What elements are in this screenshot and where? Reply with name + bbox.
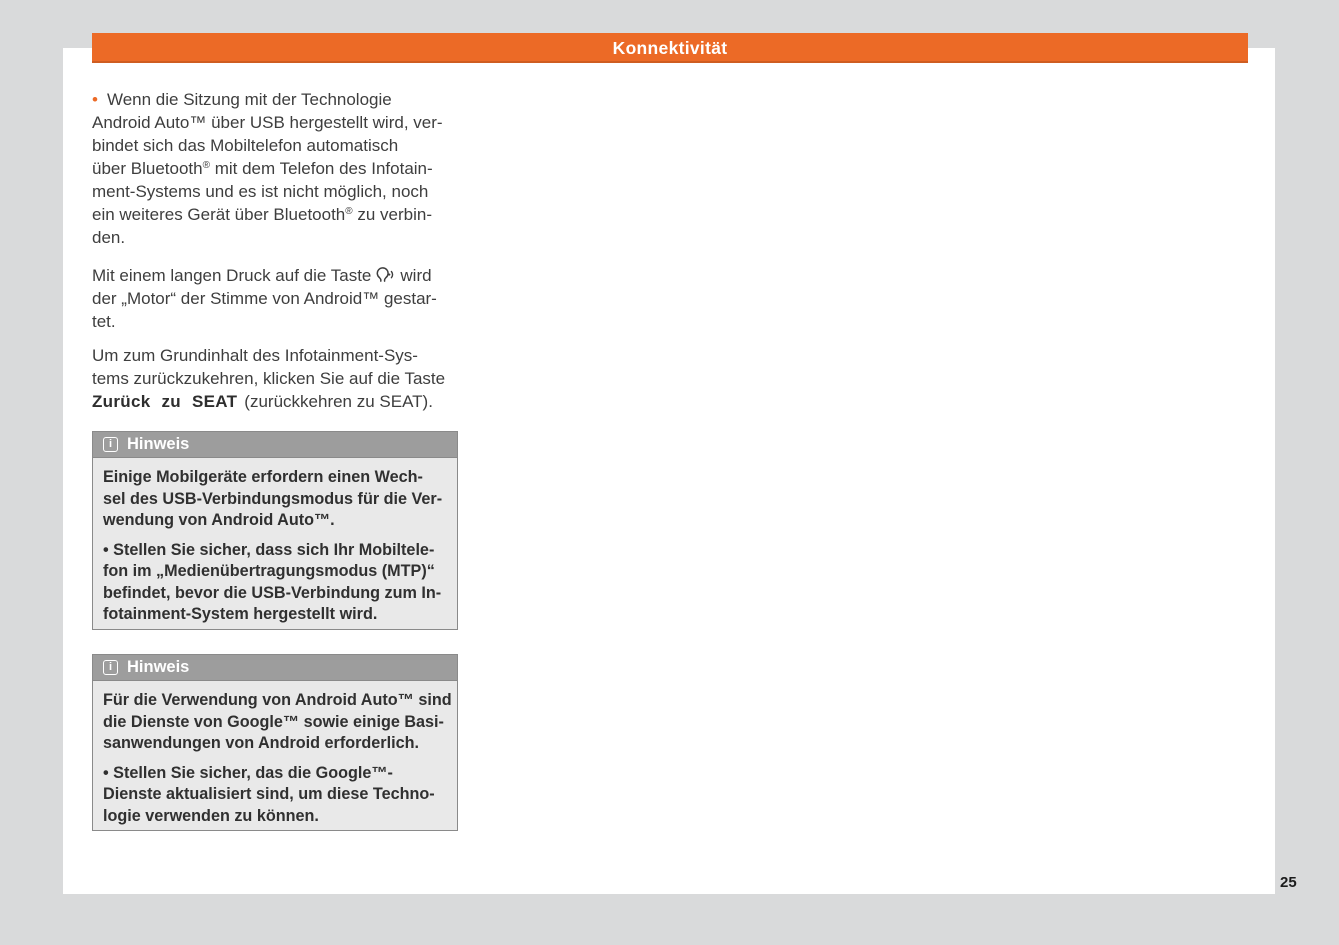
note-body	[93, 458, 457, 626]
text-line	[92, 157, 458, 180]
note-box-google-services	[92, 654, 458, 831]
note-line: • Stellen Sie sicher, das die Google™-	[103, 763, 393, 782]
paragraph-gap	[103, 755, 449, 763]
note-line: Für die Verwendung von Android Auto™ sind	[103, 691, 452, 709]
text-line: Wenn die Sitzung mit der Technologie	[106, 90, 392, 109]
chapter-header-bar	[92, 33, 1248, 63]
text-line: ment-Systems und es ist nicht möglich, noch	[92, 182, 429, 201]
text-segment: ein weiteres Gerät über Bluetooth	[92, 205, 346, 224]
text-segment: über Bluetooth	[92, 159, 203, 178]
text-line: tet.	[92, 312, 116, 331]
paragraph-voice-button	[92, 264, 458, 333]
text-line: Android Auto™ über USB hergestellt wird, ver-	[92, 113, 443, 132]
page-title: Konnektivität	[612, 37, 728, 58]
text-segment: Mit einem langen Druck auf die Taste	[92, 266, 372, 285]
note-line: fon im „Medienübertragungsmodus (MTP)“	[103, 562, 435, 580]
text-segment: zu verbin-	[352, 205, 433, 224]
note-line: Dienste aktualisiert sind, um diese Techno-	[103, 785, 435, 803]
note-body	[93, 681, 457, 827]
info-icon	[103, 660, 118, 675]
paragraph-gap	[103, 532, 449, 540]
text-segment: wird	[400, 266, 432, 285]
info-icon-glyph: i	[108, 438, 113, 450]
text-line: den.	[92, 228, 126, 247]
page-number: 25	[1280, 874, 1297, 891]
registered-mark: ®	[202, 160, 210, 171]
note-line: Einige Mobilgeräte erfordern einen Wech-	[103, 468, 423, 486]
note-line: logie verwenden zu können.	[103, 806, 319, 825]
text-line	[92, 264, 458, 287]
text-line	[92, 203, 458, 226]
text-line: Um zum Grundinhalt des Infotainment-Sys-	[92, 346, 418, 365]
note-line: wendung von Android Auto™.	[103, 511, 335, 529]
voice-control-icon	[376, 267, 395, 283]
text-column	[92, 88, 458, 831]
text-line	[92, 88, 458, 111]
note-line: sel des USB-Verbindungsmodus für die Ver-	[103, 489, 443, 508]
note-title: Hinweis	[127, 658, 190, 676]
registered-mark: ®	[345, 206, 353, 217]
text-segment: mit dem Telefon des Infotain-	[209, 159, 433, 178]
note-line: die Dienste von Google™ sowie einige Basi-	[103, 712, 444, 731]
text-line: der „Motor“ der Stimme von Android™ gestar-	[92, 289, 437, 308]
note-header	[92, 431, 458, 458]
note-header	[92, 654, 458, 681]
note-line: sanwendungen von Android erforderlich.	[103, 734, 419, 752]
note-title: Hinweis	[127, 435, 190, 453]
note-box-usb-mode	[92, 431, 458, 630]
paragraph-return-to-seat	[92, 344, 458, 413]
text-line: bindet sich das Mobiltelefon automatisch	[92, 136, 399, 155]
note-line: • Stellen Sie sicher, dass sich Ihr Mobiltele-	[103, 540, 435, 559]
text-segment: (zurückkehren zu SEAT).	[244, 392, 433, 411]
info-icon	[103, 437, 118, 452]
note-line: befindet, bevor die USB-Verbindung zum In-	[103, 583, 442, 602]
text-line: tems zurückzukehren, klicken Sie auf die Taste	[92, 369, 446, 388]
button-label-zurueck-zu-seat: Zurück zu SEAT	[92, 392, 238, 411]
info-icon-glyph: i	[108, 661, 113, 673]
text-line	[92, 390, 458, 413]
bullet-icon: •	[92, 90, 98, 109]
note-line: fotainment-System hergestellt wird.	[103, 605, 378, 623]
paragraph-android-auto-usb	[92, 88, 458, 249]
